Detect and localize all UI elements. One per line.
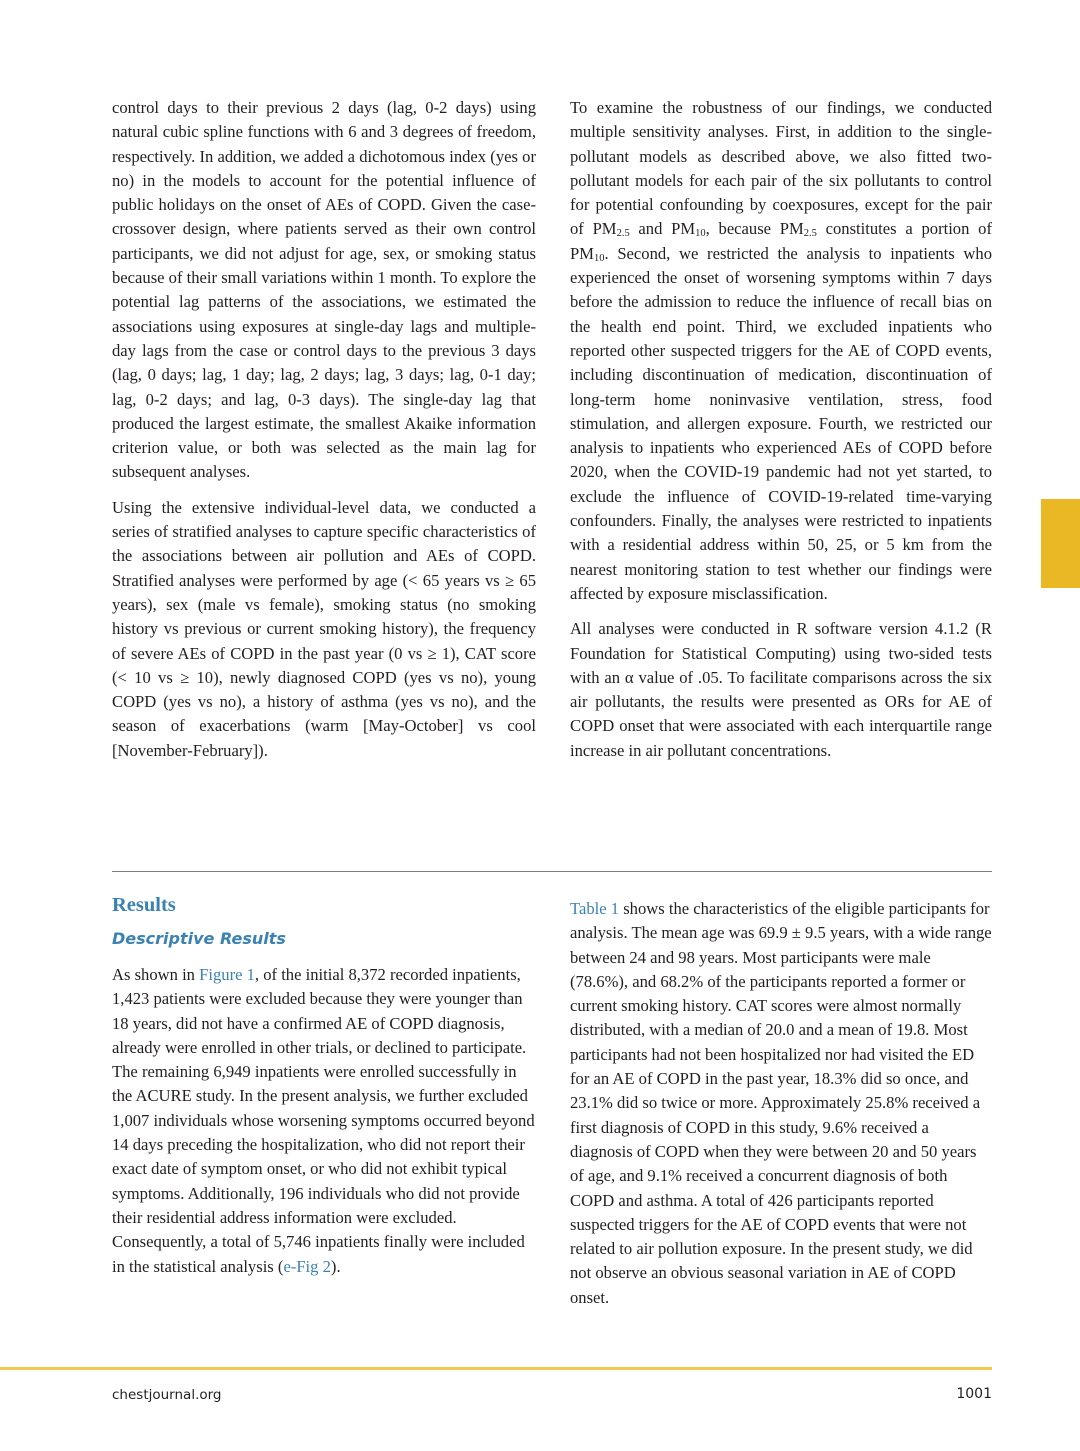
software-paragraph: All analyses were conducted in R software version 4.1.2 (R Foundation for Statistical Computing) using two-sided tests with an α value of .05. To facilitate comparisons across the six air pollutants, the results were presented as ORs for AE of COPD onset that were associated with each interquartile range increase in air pollutant concentrations. (570, 619, 992, 760)
figure-1-link[interactable]: Figure 1 (199, 965, 255, 984)
descriptive-results-subheading: Descriptive Results (112, 929, 286, 948)
results-heading: Results (112, 894, 176, 916)
results-left-column (112, 893, 536, 1279)
results-right-column (570, 897, 992, 1310)
page-number: 1001 (956, 1386, 992, 1402)
stratified-analysis-paragraph: Using the extensive individual-level data, we conducted a series of stratified analyses to capture specific characteristics of the associations between air pollution and AEs of COPD. Stratified analyses were performed by age (< 65 years vs ≥ 65 years), sex (male vs female), smoking status (no smoking history vs previous or current smoking history), the frequency of severe AEs of COPD in the past year (0 vs ≥ 1), CAT score (< 10 vs ≥ 10), newly diagnosed COPD (yes vs no), young COPD (yes vs no), a history of asthma (yes vs no), and the season of exacerbations (warm [May-October] vs cool [November-February]). (112, 497, 536, 760)
methods-left-column (112, 96, 536, 763)
table-1-link[interactable]: Table 1 (570, 899, 620, 918)
section-color-tab (1041, 499, 1080, 588)
section-divider (112, 871, 992, 872)
sensitivity-analysis-paragraph: To examine the robustness of our findings, we conducted multiple sensitivity analyses. First, in addition to the single-pollutant models as described above, we also fitted two-pollutant models for each pair of the six pollutants to control for potential confounding by coexposures, except for the pair of $PM_{2.5}$ and $PM_{10}$, because $PM_{2.5}$ constitutes a portion of $PM_{10}$. Second, we restricted the analysis to inpatients who experienced the onset of worsening symptoms within 7 days before the admission to reduce the influence of recall bias on the health end point. Third, we excluded inpatients who reported other suspected triggers for the AE of COPD events, including discontinuation of medication, discontinuation of long-term home noninvasive ventilation, stress, food stimulation, and allergen exposure. Fourth, we restricted our analysis to inpatients who experienced AEs of COPD before 2020, when the COVID-19 pandemic had not yet started, to exclude the influence of COVID-19-related time-varying confounders. Finally, the analyses were restricted to inpatients with a residential address within 50, 25, or 5 km from the nearest monitoring station to test whether our findings were affected by exposure misclassification. (570, 98, 992, 603)
lag-analysis-paragraph: control days to their previous 2 days (lag, 0-2 days) using natural cubic spline functions with 6 and 3 degrees of freedom, respectively. In addition, we added a dichotomous index (yes or no) in the models to account for the potential influence of public holidays on the onset of AEs of COPD. Given the case-crossover design, where patients served as their own control participants, we did not adjust for age, sex, or smoking status because of their small variations within 1 month. To explore the potential lag patterns of the associations, we estimated the associations using exposures at single-day lags and multiple-day lags from the case or control days to the previous 3 days (lag, 0 days; lag, 1 day; lag, 2 days; lag, 3 days; lag, 0-1 day; lag, 0-2 days; and lag, 0-3 days). The single-day lag that produced the largest estimate, the smallest Akaike information criterion value, or both was selected as the main lag for subsequent analyses. (112, 98, 536, 482)
journal-url[interactable]: chestjournal.org (112, 1387, 222, 1403)
efig-2-link[interactable]: e-Fig 2 (283, 1256, 331, 1276)
participant-characteristics-paragraph: Table 1 shows the characteristics of the eligible participants for analysis. The mean age was 69.9 ± 9.5 years, with a wide range between 24 and 98 years. Most participants were male (78.6%), and 68.2% of the participants reported a former or current smoking history. CAT scores were almost normally distributed, with a median of 20.0 and a mean of 19.8. Most participants had not been hospitalized nor had visited the ED for an AE of COPD in the past year, 18.3% did so once, and 23.1% did so twice or more. Approximately 25.8% received a first diagnosis of COPD in this study, 9.6% received a diagnosis of COPD when they were between 20 and 50 years of age, and 9.1% received a concurrent diagnosis of both COPD and asthma. A total of 426 participants reported suspected triggers for the AE of COPD events that were not related to air pollution exposure. In the present study, we did not observe an obvious seasonal variation in AE of COPD onset. (570, 899, 992, 1307)
footer-rule (0, 1367, 992, 1370)
methods-right-column (570, 96, 992, 763)
descriptive-results-paragraph: As shown in Figure 1, of the initial 8,372 recorded inpatients, 1,423 patients were excluded because they were younger than 18 years, did not have a confirmed AE of COPD diagnosis, already were enrolled in other trials, or declined to participate. The remaining 6,949 inpatients were enrolled successfully in the ACURE study. In the present analysis, we further excluded 1,007 individuals whose worsening symptoms occurred beyond 14 days preceding the hospitalization, who did not report their exact date of symptom onset, or who did not exhibit typical symptoms. Additionally, 196 individuals who did not provide their residential address information were excluded. Consequently, a total of 5,746 inpatients finally were included in the statistical analysis (e-Fig 2). (112, 965, 535, 1276)
